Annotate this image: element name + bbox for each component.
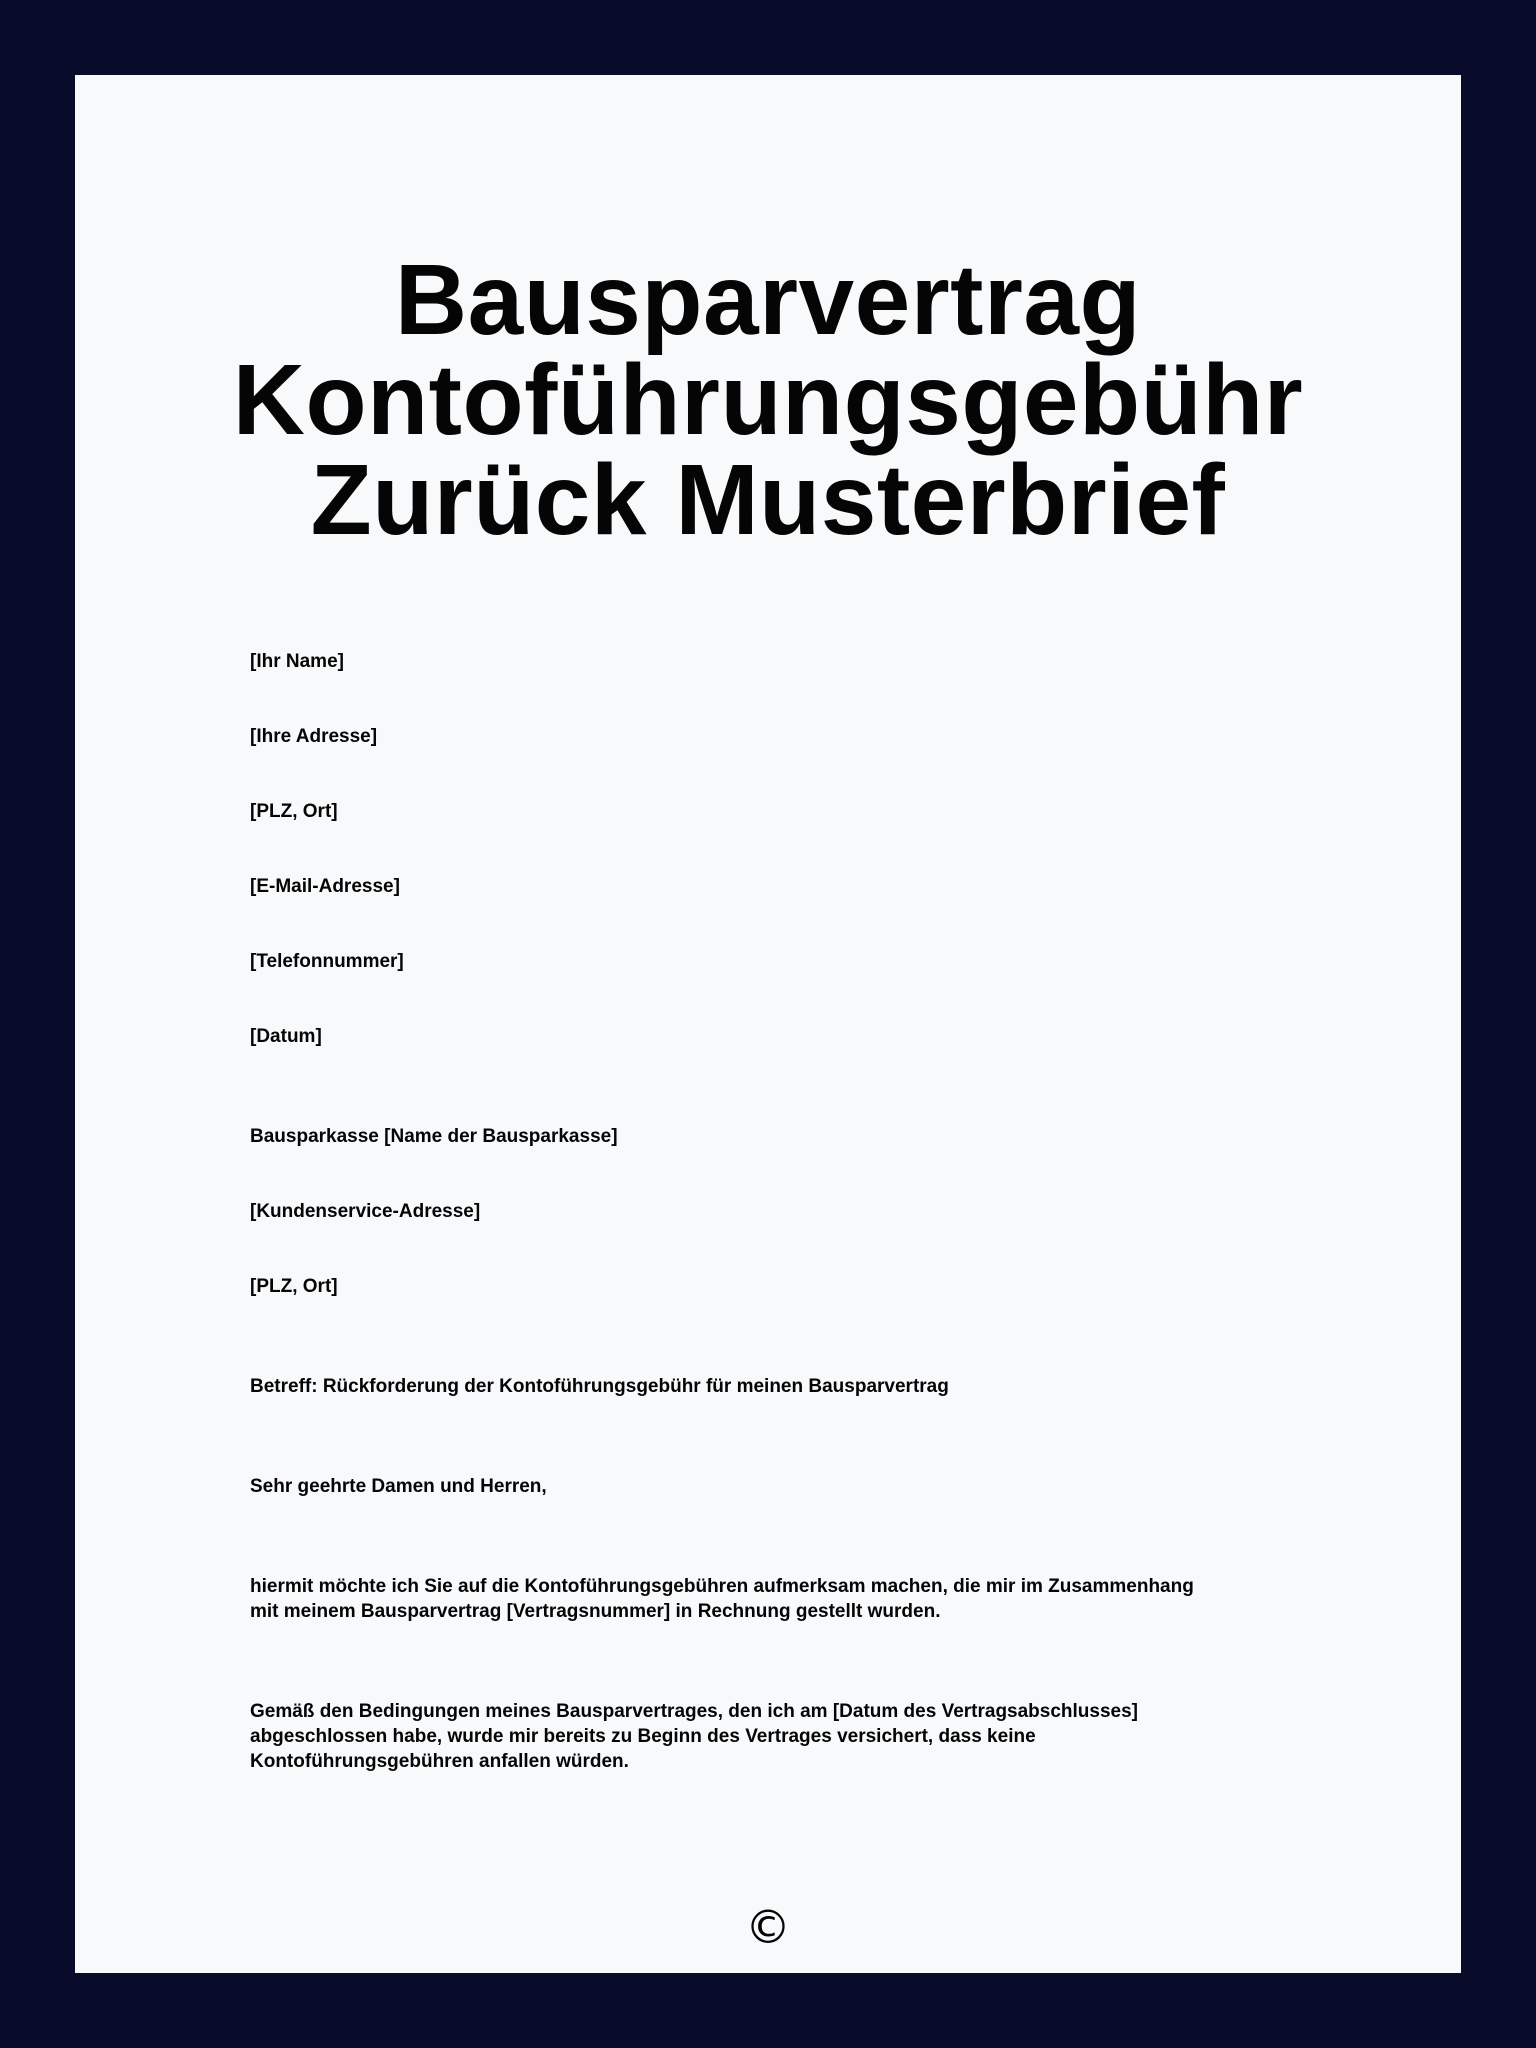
recipient-address: [Kundenservice-Adresse] (250, 1201, 481, 1222)
body-paragraph-2-line-1: Gemäß den Bedingungen meines Bausparvertrages, den ich am [Datum des Vertragsabschlusses] (250, 1701, 1139, 1722)
recipient-postcode-city: [PLZ, Ort] (250, 1276, 338, 1297)
sender-address: [Ihre Adresse] (250, 726, 378, 747)
page-title (75, 244, 1461, 556)
body-paragraph-2 (250, 1699, 1310, 1774)
title-line-3: Zurück Musterbrief (310, 444, 1226, 556)
body-paragraph-1-line-2: mit meinem Bausparvertrag [Vertragsnummer] in Rechnung gestellt wurden. (250, 1601, 941, 1622)
letter-page (75, 75, 1461, 1973)
recipient-name: Bausparkasse [Name der Bausparkasse] (250, 1126, 618, 1147)
body-paragraph-1 (250, 1574, 1310, 1624)
title-line-2: Kontoführungsgebühr (232, 344, 1304, 456)
sender-postcode-city: [PLZ, Ort] (250, 801, 338, 822)
body-paragraph-2-line-3: Kontoführungsgebühren anfallen würden. (250, 1751, 629, 1772)
title-line-1: Bausparvertrag (394, 244, 1142, 356)
subject-line: Betreff: Rückforderung der Kontoführungsgebühr für meinen Bausparvertrag (250, 1376, 949, 1397)
copyright-icon: © (745, 1900, 791, 1954)
sender-phone: [Telefonnummer] (250, 951, 404, 972)
body-paragraph-1-line-1: hiermit möchte ich Sie auf die Kontoführungsgebühren aufmerksam machen, die mir im Zusammenhang (250, 1576, 1194, 1597)
sender-email: [E-Mail-Adresse] (250, 876, 400, 897)
letter-date: [Datum] (250, 1026, 322, 1047)
body-paragraph-2-line-2: abgeschlossen habe, wurde mir bereits zu Beginn des Vertrages versichert, dass keine (250, 1726, 1036, 1747)
salutation: Sehr geehrte Damen und Herren, (250, 1476, 547, 1497)
sender-name: [Ihr Name] (250, 651, 344, 672)
